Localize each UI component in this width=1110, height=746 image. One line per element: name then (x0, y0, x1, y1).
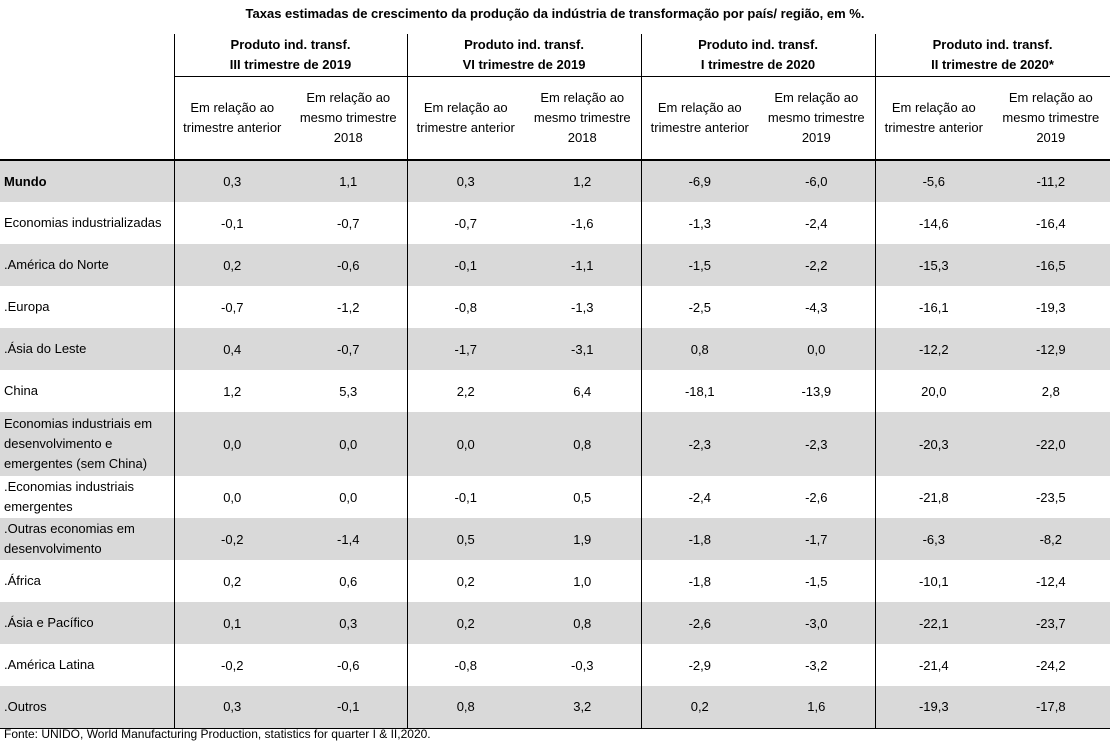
value-cell: 0,2 (641, 686, 758, 728)
table-row (0, 244, 1110, 286)
value-cell: -17,8 (992, 686, 1110, 728)
value-cell: -0,6 (337, 657, 360, 673)
value-cell: -2,4 (805, 215, 828, 231)
row-label: Economias industriais em desenvolvimento e emergentes (sem China) (0, 412, 174, 476)
value-cell: 1,1 (290, 160, 407, 202)
value-cell: -1,3 (571, 299, 594, 315)
value-cell: -10,1 (875, 560, 992, 602)
value-cell: 3,2 (524, 686, 641, 728)
value-cell: 0,0 (174, 476, 290, 518)
value-cell: -16,4 (992, 202, 1110, 244)
row-label: Economias industrializadas (4, 215, 162, 230)
value-cell: 0,0 (758, 328, 875, 370)
value-cell: -2,6 (805, 489, 828, 505)
subheader-same-quarter: Em relação ao mesmo trimestre 2019 (758, 77, 875, 161)
value-cell: -24,2 (992, 644, 1110, 686)
value-cell: -0,8 (407, 286, 524, 328)
table-title: Taxas estimadas de crescimento da produção da indústria de transformação por país/ região, em %. (245, 6, 865, 21)
value-cell: 0,5 (573, 489, 592, 505)
growth-table (0, 34, 1110, 729)
value-cell: -6,3 (875, 518, 992, 560)
value-cell: 0,1 (174, 602, 290, 644)
value-cell: 0,8 (524, 412, 641, 476)
group-header-q4-2019: Produto ind. transf. VI trimestre de 2019 (407, 34, 641, 77)
value-cell: -0,1 (407, 244, 524, 286)
table-row (0, 644, 1110, 686)
value-cell: -22,1 (875, 602, 992, 644)
value-cell: 0,6 (339, 573, 358, 589)
value-cell: -0,8 (407, 644, 524, 686)
value-cell: 0,3 (407, 160, 524, 202)
value-cell: 0,0 (407, 412, 524, 476)
value-cell: -6,9 (641, 160, 758, 202)
header-corner-sub (0, 77, 174, 161)
value-cell: -12,9 (992, 328, 1110, 370)
table-header (0, 34, 1110, 160)
value-cell: 6,4 (573, 383, 592, 399)
value-cell: -4,3 (805, 299, 828, 315)
value-cell: -3,0 (758, 602, 875, 644)
group-header-q1-2020: Produto ind. transf. I trimestre de 2020 (641, 34, 875, 77)
table-row (0, 202, 1110, 244)
group-header-q3-2019: Produto ind. transf. III trimestre de 2019 (174, 34, 407, 77)
value-cell: 0,8 (641, 328, 758, 370)
row-label: China (4, 383, 38, 398)
value-cell: 5,3 (339, 383, 358, 399)
row-label: .Outras economias em desenvolvimento (0, 518, 174, 560)
value-cell: -2,5 (641, 286, 758, 328)
value-cell: -19,3 (875, 686, 992, 728)
value-cell: -1,5 (641, 244, 758, 286)
value-cell: -11,2 (992, 160, 1110, 202)
table-row (0, 560, 1110, 602)
value-cell: -18,1 (641, 370, 758, 412)
subheader-same-quarter: Em relação ao mesmo trimestre 2018 (524, 77, 641, 161)
value-cell: 1,2 (174, 370, 290, 412)
value-cell: -2,6 (641, 602, 758, 644)
group-header-q2-2020: Produto ind. transf. II trimestre de 2020* (875, 34, 1110, 77)
value-cell: 0,5 (407, 518, 524, 560)
value-cell: 0,3 (290, 602, 407, 644)
value-cell: 1,9 (524, 518, 641, 560)
row-label: .América Latina (4, 657, 95, 672)
value-cell: -12,4 (992, 560, 1110, 602)
value-cell: 20,0 (875, 370, 992, 412)
table-row (0, 412, 1110, 476)
value-cell: -1,1 (524, 244, 641, 286)
value-cell: -1,7 (758, 518, 875, 560)
value-cell: -2,3 (758, 412, 875, 476)
value-cell: -1,4 (290, 518, 407, 560)
value-cell: -0,7 (290, 328, 407, 370)
value-cell: -2,3 (641, 412, 758, 476)
subheader-prev-quarter: Em relação ao trimestre anterior (174, 77, 290, 161)
value-cell: -0,7 (337, 215, 360, 231)
table-row (0, 286, 1110, 328)
value-cell: -12,2 (875, 328, 992, 370)
subheader-prev-quarter: Em relação ao trimestre anterior (407, 77, 524, 161)
subheader-same-quarter: Em relação ao mesmo trimestre 2019 (992, 77, 1110, 161)
value-cell: -21,4 (875, 644, 992, 686)
table-row (0, 160, 1110, 202)
value-cell: 0,0 (339, 489, 358, 505)
value-cell: -0,3 (571, 657, 594, 673)
value-cell: -0,7 (174, 286, 290, 328)
value-cell: 2,8 (992, 370, 1110, 412)
value-cell: -1,8 (641, 518, 758, 560)
value-cell: -14,6 (875, 202, 992, 244)
table-row (0, 518, 1110, 560)
value-cell: 0,2 (174, 244, 290, 286)
value-cell: -0,6 (290, 244, 407, 286)
value-cell: -1,3 (641, 202, 758, 244)
value-cell: 1,6 (758, 686, 875, 728)
value-cell: 1,2 (524, 160, 641, 202)
row-label: .África (4, 573, 41, 588)
value-cell: -19,3 (992, 286, 1110, 328)
value-cell: -1,2 (337, 299, 360, 315)
value-cell: 1,0 (573, 573, 592, 589)
value-cell: -13,9 (801, 383, 832, 399)
value-cell: -3,2 (805, 657, 828, 673)
value-cell: 0,8 (407, 686, 524, 728)
value-cell: -20,3 (875, 412, 992, 476)
value-cell: -2,4 (641, 476, 758, 518)
value-cell: -1,5 (805, 573, 828, 589)
row-label: .Europa (4, 299, 50, 314)
value-cell: -0,2 (174, 518, 290, 560)
subheader-prev-quarter: Em relação ao trimestre anterior (875, 77, 992, 161)
value-cell: -8,2 (992, 518, 1110, 560)
table-row (0, 686, 1110, 728)
table-row (0, 370, 1110, 412)
row-label: .Outros (0, 686, 174, 728)
row-label: Mundo (0, 160, 174, 202)
value-cell: 0,3 (174, 160, 290, 202)
header-corner (0, 34, 174, 77)
value-cell: -0,1 (290, 686, 407, 728)
table-row (0, 602, 1110, 644)
value-cell: -0,1 (174, 202, 290, 244)
value-cell: -1,6 (571, 215, 594, 231)
value-cell: 0,8 (524, 602, 641, 644)
row-label: .Economias industriais emergentes (4, 479, 135, 514)
value-cell: -0,1 (407, 476, 524, 518)
value-cell: 0,0 (290, 412, 407, 476)
value-cell: 0,2 (407, 560, 524, 602)
value-cell: 0,2 (174, 560, 290, 602)
value-cell: -21,8 (875, 476, 992, 518)
table-body (0, 160, 1110, 728)
value-cell: 0,3 (174, 686, 290, 728)
value-cell: -22,0 (992, 412, 1110, 476)
value-cell: 0,4 (174, 328, 290, 370)
value-cell: -2,9 (641, 644, 758, 686)
value-cell: -23,5 (992, 476, 1110, 518)
row-label: .Ásia e Pacífico (0, 602, 174, 644)
row-label: .Ásia do Leste (0, 328, 174, 370)
subheader-prev-quarter: Em relação ao trimestre anterior (641, 77, 758, 161)
value-cell: -23,7 (992, 602, 1110, 644)
value-cell: -16,1 (875, 286, 992, 328)
value-cell: -0,2 (174, 644, 290, 686)
table-row (0, 476, 1110, 518)
value-cell: -2,2 (758, 244, 875, 286)
subheader-same-quarter: Em relação ao mesmo trimestre 2018 (290, 77, 407, 161)
value-cell: -16,5 (992, 244, 1110, 286)
value-cell: -5,6 (875, 160, 992, 202)
value-cell: 0,0 (174, 412, 290, 476)
value-cell: -1,7 (407, 328, 524, 370)
row-label: .América do Norte (0, 244, 174, 286)
value-cell: -1,8 (641, 560, 758, 602)
value-cell: 0,2 (407, 602, 524, 644)
value-cell: -3,1 (524, 328, 641, 370)
value-cell: -15,3 (875, 244, 992, 286)
value-cell: 2,2 (407, 370, 524, 412)
source-note: Fonte: UNIDO, World Manufacturing Production, statistics for quarter I & II,2020. (4, 727, 431, 741)
table-row (0, 328, 1110, 370)
value-cell: -6,0 (758, 160, 875, 202)
value-cell: -0,7 (407, 202, 524, 244)
